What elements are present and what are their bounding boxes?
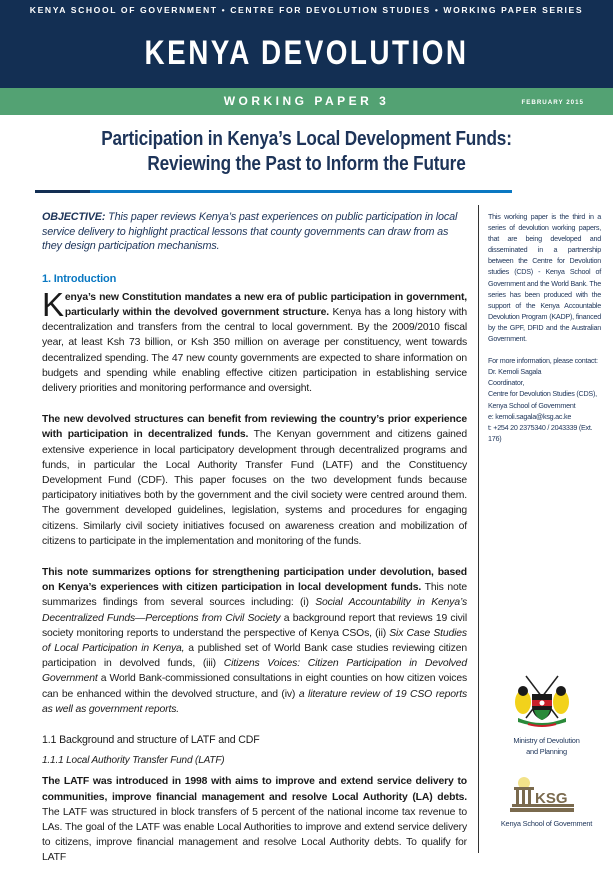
ksg-caption: Kenya School of Government (500, 819, 593, 828)
objective (42, 210, 467, 254)
paragraph-text: a background report that reviews 19 civil society monitoring reports to understand the perspective of Kenya CSOs, (ii) (42, 612, 467, 639)
title-line-1: Participation in Kenya’s Local Development Funds: (101, 128, 512, 150)
paragraph-text: Kenya has a long history with decentralization and transfers from the central to local government. By the 2009/2010 fiscal year, at least Ksh 73 billion, or Ksh 350 million on average per constituency, went towards decentralized spending. The 47 new county governments are expected to share information on budgets and spending while enabling effective citizen participation in establishing service delivery priorities and monitoring performance and oversight. (42, 306, 467, 394)
source-title: Citizens Voices: Citizen Participation in Devolved Government (42, 658, 467, 685)
source-title: Six Case Studies of Local Participation in Kenya, (42, 627, 467, 654)
working-paper-band (0, 88, 613, 115)
paragraph (42, 285, 467, 396)
caption-line: Ministry of Devolution (513, 736, 580, 745)
source-title: Social Accountability in Kenya’s Decentralized Funds—Perceptions from Civil Society (42, 597, 468, 624)
contact-role: Coordinator, (488, 378, 525, 388)
subsection-heading: 1.1 Background and structure of LATF and CDF (42, 733, 260, 746)
drop-cap: K (42, 285, 64, 323)
contact-intro: For more information, please contact: (488, 356, 598, 366)
contact-org: Kenya School of Government (488, 400, 576, 410)
paragraph-text: a World Bank-commissioned consultations in eight counties on how citizen voices can be enhanced within the devolved structure, and (iv) (42, 673, 467, 700)
source-title: a literature review of 19 CSO reports as well as government reports. (42, 688, 467, 715)
lead-bold: enya’s new Constitution mandates a new era of public participation in government, particularly within the devolved government structure. (64, 291, 467, 318)
title-line-2: Reviewing the Past to Inform the Future (147, 153, 466, 175)
paragraph-text: This note summarizes findings from several sources including: (i) (42, 582, 467, 609)
caption-line: and Planning (526, 746, 567, 756)
contact-name: Dr. Kemoli Sagala (488, 367, 542, 377)
masthead (0, 0, 613, 88)
contact-phone: t: +254 20 2375340 / 2043339 (Ext. 176) (488, 422, 593, 443)
sidebar-about: This working paper is the third in a series of devolution working papers, that are being developed and disseminated in a partnership between the Centre for Devolution studies (CDS) - Kenya School of Government and the World Bank. The series has been produced with the support of the Kenya Accountable Devolution Program (KADP), financed by the GPF, DFID and the Australian Government. (488, 212, 601, 344)
paragraph (42, 565, 467, 717)
paragraph-text: a published set of World Bank case studies reviewing citizen participation in devolved funds, (iii) (42, 642, 467, 670)
main-column (42, 210, 467, 882)
ksg-logo (508, 775, 576, 815)
paragraph-text: The Kenyan government and citizens gained extensive experience in local participatory development through decentralized programs and funds, in particular the Local Authority Transfer Fund (LATF) and the Constituency Development Fund (CDF). This paper focuses on the two development funds because participatory initiatives both by the government and the civil society were centred around them. The government developed guidelines, legislation, systems and procedures for engaging citizens. Similarly civil society initiatives focused on awareness creation and mobilization of citizens to participate in the implementation and monitoring of the funds. (42, 429, 467, 547)
subsubsection-heading: 1.1.1 Local Authority Transfer Fund (LATF) (42, 755, 225, 767)
objective-label: OBJECTIVE: (42, 211, 106, 223)
section-heading: 1. Introduction (42, 272, 117, 285)
paragraph-text: The LATF was structured in block transfers of 5 percent of the national income tax revenue to LAs. The goal of the LATF was enable Local Authorities to improve and extend service delivery to citizens, improve financial management and resolve Local Authority debts. To qualify for LATF (42, 806, 467, 864)
objective-text: This paper reviews Kenya’s past experiences on public participation in local service delivery to highlight practical lessons that county governments can draw from as they design participation mechanisms. (42, 211, 458, 252)
kenya-coat-of-arms-logo (512, 672, 572, 730)
svg-text:KSG: KSG (535, 790, 568, 807)
contact-org: Centre for Devolution Studies (CDS), (488, 389, 597, 399)
brand-title: KENYA DEVOLUTION (144, 34, 469, 72)
paper-title (43, 127, 570, 177)
paragraph (42, 412, 467, 549)
working-paper-number: WORKING PAPER 3 (223, 94, 390, 108)
divider-blue (90, 190, 512, 193)
sidebar (488, 211, 601, 444)
column-divider (478, 205, 479, 853)
series-line: KENYA SCHOOL OF GOVERNMENT • CENTRE FOR DEVOLUTION STUDIES • WORKING PAPER SERIES (29, 5, 584, 15)
lead-bold: This note summarizes options for strengthening participation under devolution, based on Kenya’s experiences with citizen participation in local development funds. (42, 566, 467, 594)
paragraph (42, 774, 467, 865)
divider-dark (35, 190, 90, 193)
lead-bold: The LATF was introduced in 1998 with aims to improve and extend service delivery to communities, improve financial management and resolve Local Authority (LA) debts. (42, 776, 467, 803)
publication-date: FEBRUARY 2015 (521, 99, 584, 106)
ministry-caption (480, 736, 613, 757)
lead-bold: The new devolved structures can benefit from reviewing the country’s prior experience with participation in decentralized funds. (42, 414, 467, 441)
contact-email[interactable]: e: kemoli.sagala@ksg.ac.ke (488, 411, 572, 421)
